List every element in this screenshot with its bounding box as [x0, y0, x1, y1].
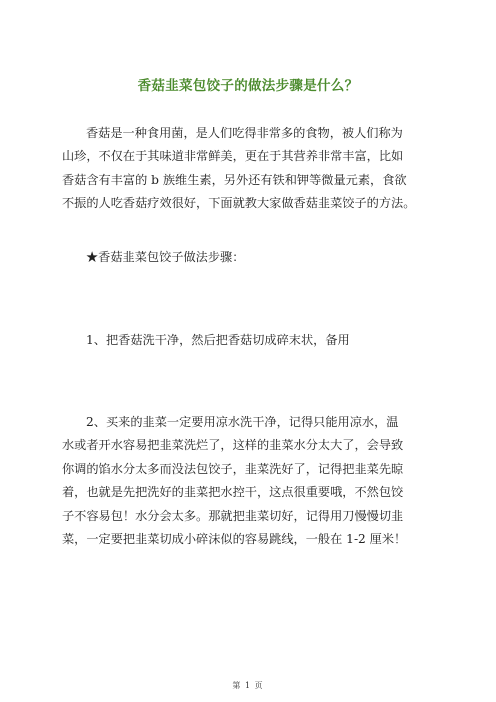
page-number: 第 1 页 — [232, 681, 264, 690]
step-2-line: 水或者开水容易把韭菜洗烂了，这样的韭菜水分太大了，会导致 — [62, 438, 404, 453]
intro-line: 山珍，不仅在于其味道非常鲜美，更在于其营养非常丰富，比如 — [62, 149, 404, 164]
step-2-line: 着，也就是先把洗好的韭菜把水控干，这点很重要哦，不然包饺 — [62, 485, 404, 500]
intro-line: 不振的人吃香菇疗效很好，下面就教大家做香菇韭菜饺子的方法。 — [62, 196, 416, 211]
steps-heading — [62, 246, 442, 269]
step-1-paragraph — [62, 329, 442, 352]
step-2-line: 子不容易包！水分会太多。那就把韭菜切好，记得用刀慢慢切韭 — [62, 508, 404, 523]
intro-paragraph — [62, 122, 442, 216]
steps-heading-text: ★香菇韭菜包饺子做法步骤： — [86, 250, 245, 264]
intro-line: 香菇含有丰富的 b 族维生素，另外还有铁和钾等微量元素，食欲 — [62, 172, 407, 187]
intro-line: 香菇是一种食用菌，是人们吃得非常多的食物，被人们称为 — [86, 126, 403, 140]
step-2-line: 2、买来的韭菜一定要用凉水洗干净，记得只能用凉水，温 — [86, 415, 399, 429]
step-1-text: 1、把香菇洗干净，然后把香菇切成碎末状，备用 — [86, 333, 350, 347]
step-2-paragraph — [62, 411, 442, 551]
page-title: 香菇韭菜包饺子的做法步骤是什么？ — [137, 78, 359, 94]
step-2-line: 菜，一定要把韭菜切成小碎沫似的容易跳线，一般在 1-2 厘米！ — [62, 532, 407, 547]
step-2-line: 你调的馅水分太多而没法包饺子，韭菜洗好了，记得把韭菜先晾 — [62, 461, 404, 476]
